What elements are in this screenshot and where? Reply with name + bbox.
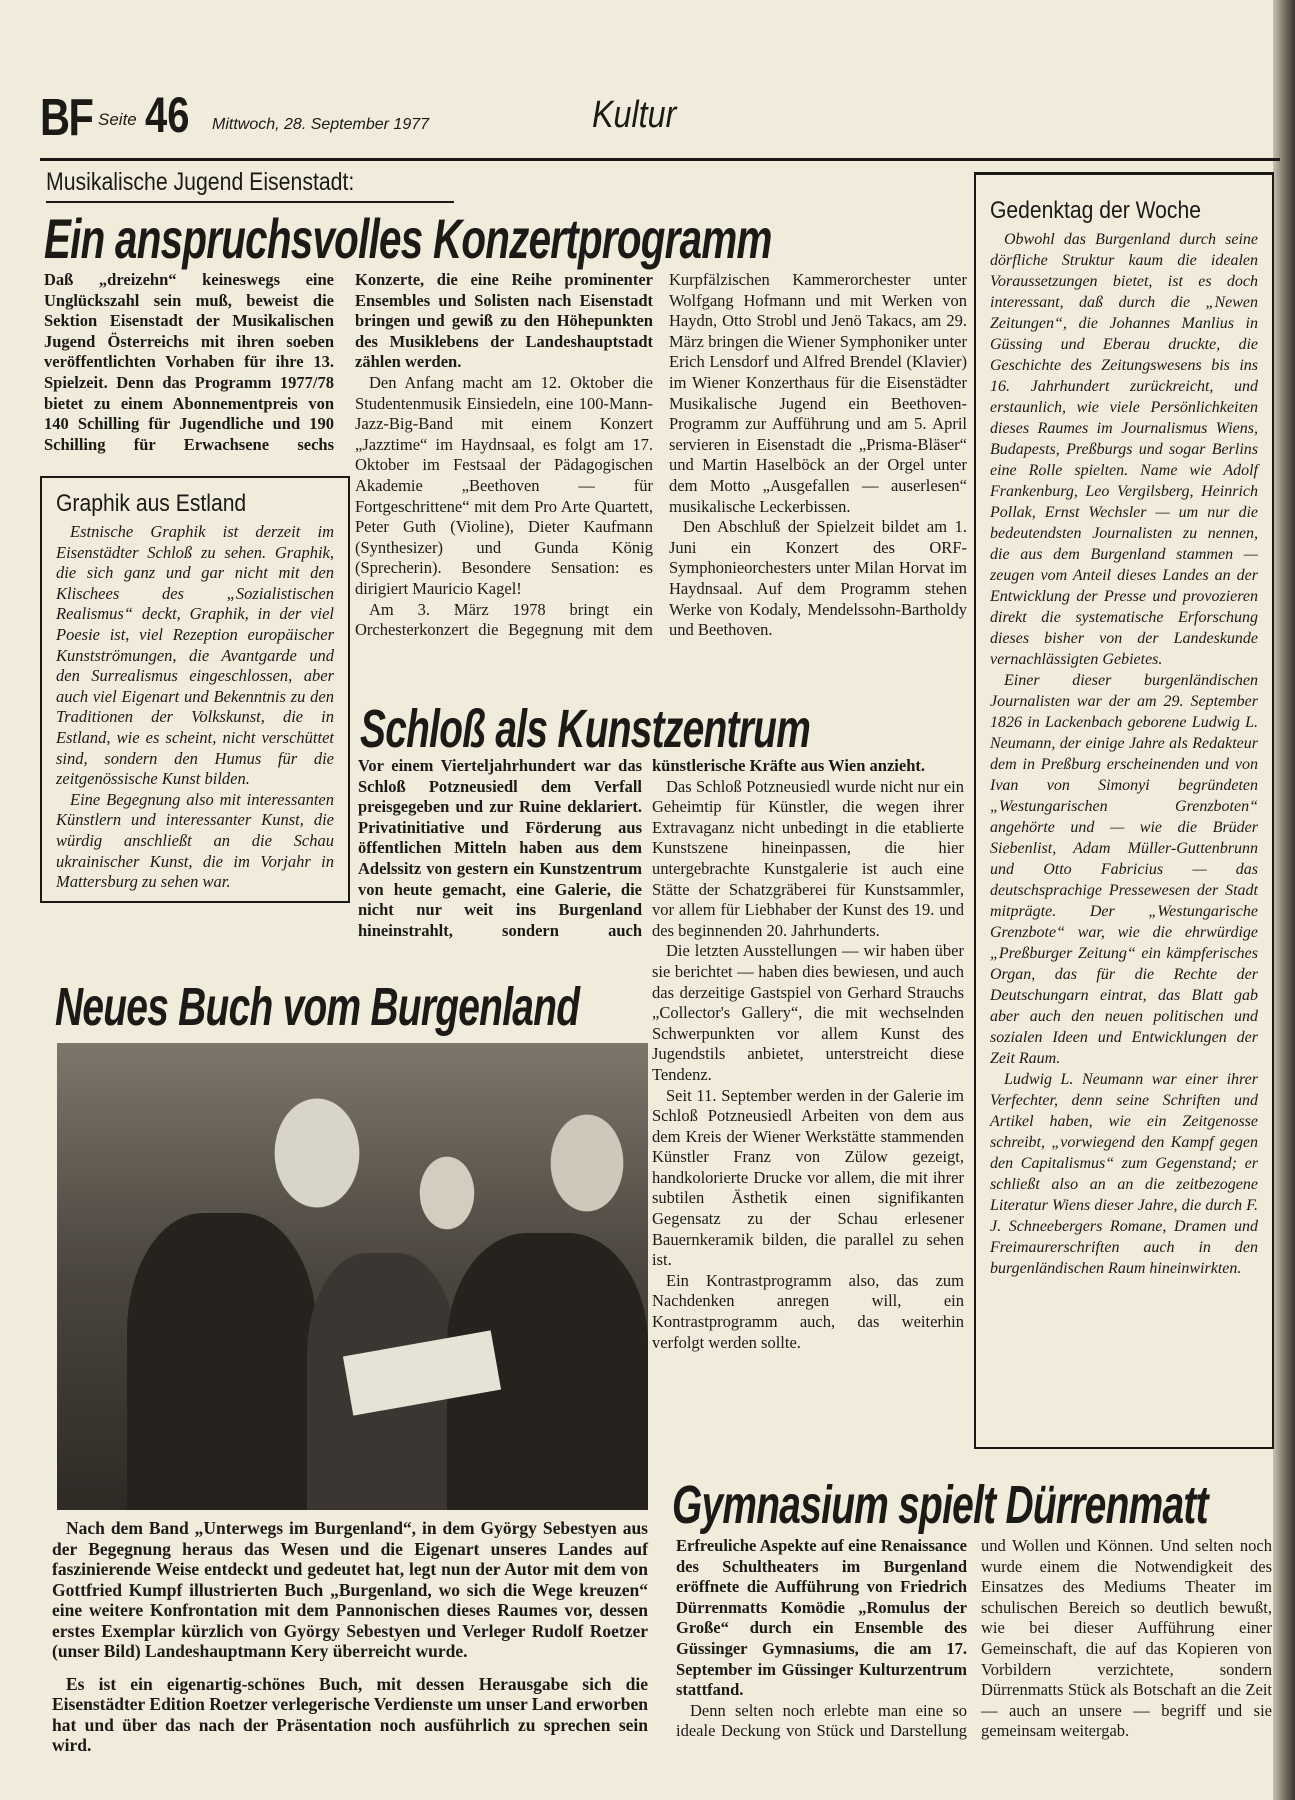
lead-paragraph-continuation: künstlerische Kräfte aus Wien anzieht. (652, 756, 926, 775)
newspaper-logo: BF (40, 89, 93, 147)
header-rule (40, 158, 1280, 161)
lead-paragraph: Vor einem Vierteljahrhundert war das Schloß Potzneusiedl dem Verfall preisgegeben und zur Ruine deklariert. Privatinitiative und Förderung aus öffentlichen Mitteln haben aus dem Adelssitz von gestern ein Kunstzentrum von heute gemacht, eine Galerie, die nicht nur weit ins Burgenland hineinstrahlt, sondern auch (358, 756, 642, 940)
headline-schloss: Schloß als Kunstzentrum (360, 699, 811, 759)
box-paragraph: Einer dieser burgenländischen Journalisten war der am 29. September 1826 in Lackenbach geborene Ludwig L. Neumann, der einige Jahre als Redakteur dem in Preßburg erscheinenden und von Ivan von Simonyi begründeten „Westungarischen Grenzboten“ angehörte und — wie die Brüder Siebenlist, Adam Müller-Guttenbrunn und Otto Fabricius — das deutschsprachige Pressewesen der Stadt mitprägte. Der „Westungarische Grenzbote“ war, wie die ehrwürdige „Preßburger Zeitung“ ein kämpferisches Organ, das für die Rechte der Deutschungarn eintrat, das Blatt gab aber auch den neuen politischen und sozialen Ideen und Entwicklungen der Zeit Raum. (990, 672, 1258, 1067)
body-paragraph: Seit 11. September werden in der Galerie im Schloß Potzneusiedl Arbeiten von dem aus dem Kreis der Wiener Werkstätte stammenden Künstler Franz von Zülow gezeigt, handkolorierte Drucke vor allem, die mit ihrer subtilen Ästhetik einen signifikanten Gegensatz zu der Schau erlesener Bauernkeramik bilden, die parallel zu sehen ist. (652, 1085, 964, 1270)
headline-konzert: Ein anspruchsvolles Konzertprogramm (44, 207, 772, 270)
issue-date: Mittwoch, 28. September 1977 (212, 116, 430, 133)
body-paragraph: Es ist ein eigenartig-schönes Buch, mit dessen Herausgabe sich die Eisenstädter Edition Roetzer verlegerische Verdienste um unser Land erworben hat und über das nach der Präsentation noch ausführlich zu sprechen sein wird. (52, 1673, 648, 1755)
article-buch-body (52, 1518, 648, 1756)
body-paragraph: Den Anfang macht am 12. Oktober die Studentenmusik Einsiedeln, eine 100-Mann-Jazz-Big-Band mit einem Konzert „Jazztime“ im Haydnsaal, es folgt am 17. Oktober im Festsaal der Pädagogischen Akademie „Beethoven — für Fortgeschrittene“ mit dem Pro Arte Quartett, Peter Guth (Violine), Dieter Kaufmann (Synthesizer) und Gunda König (Sprecherin). Besondere Sensation: es dirigiert Mauricio Kagel! (355, 372, 653, 598)
box-title: Gedenktag der Woche (990, 197, 1201, 224)
body-paragraph: Denn selten noch erlebte man eine so ideale Deckung von Stück und Darstellung und Wollen und Können. Und selten noch wurde einem die Notwendigkeit des Einsatzes des Mediums Theater im schulischen Bereich so deutlich bewußt, wie bei dieser Aufführung einer Gemeinschaft, die auf das Kopieren von Vorbildern verzichtete, sondern Dürrenmatts Stück als Botschaft an die Zeit — auch an unsere — begriff und sie gemeinsam weitergab. (676, 1536, 1272, 1741)
page-number: 46 (145, 87, 190, 143)
headline-gymnasium: Gymnasium spielt Dürrenmatt (672, 1475, 1208, 1535)
body-paragraph: Die letzten Ausstellungen — wir haben über sie berichtet — haben dies bewiesen, und auch das derzeitige Gastspiel von Gerhard Strauchs „Collector's Gallery“, die mit wechselnden Schwerpunkten vor allem Kunst des Jugendstils anbietet, unterstreicht diese Tendenz. (652, 941, 964, 1084)
article-schloss-body (652, 756, 964, 1353)
lead-paragraph: Daß „dreizehn“ keineswegs eine Unglückszahl sein muß, beweist die Sektion Eisenstadt der Musikalischen Jugend Österreichs mit ihren soeben veröffentlichten Vorhaben für ihre 13. Spielzeit. Denn das Programm 1977/78 bietet zu einem Abonnementpreis von 140 Schilling für Jugendliche und 190 Schilling für Erwachsene sechs (44, 270, 334, 454)
body-paragraph: Den Abschluß der Spielzeit bildet am 1. Juni ein Konzert des ORF-Symphonieorchesters unter Milan Horvat im Haydnsaal. Auf dem Programm stehen Werke von Kodaly, Mendelssohn-Bartholdy und Beethoven. (669, 517, 967, 640)
lead-paragraph: Erfreuliche Aspekte auf eine Renaissance des Schultheaters im Burgenland eröffnete die Aufführung von Friedrich Dürrenmatts Komödie „Romulus der Große“ durch ein Ensemble des Güssinger Gymnasiums, die am 17. September im Güssinger Kulturzentrum stattfand. (676, 1536, 967, 1700)
body-paragraph: Ein Kontrastprogramm also, das zum Nachdenken anregen will, ein Kontrastprogramm auch, das weiterhin verfolgt werden sollte. (652, 1270, 964, 1352)
headline-buch: Neues Buch vom Burgenland (55, 977, 580, 1037)
page-edge-shadow (1273, 0, 1295, 1800)
body-paragraph: Nach dem Band „Unterwegs im Burgenland“, in dem György Sebestyen aus der Begegnung heraus das Wesen und die Eigenart unseres Landes auf faszinierende Weise entdeckt und gedeutet hat, legt nun der Autor mit dem von Gottfried Kumpf illustrierten Buch „Burgenland, wo sich die Wege kreuzen“ eine weitere Konfrontation mit dem Pannonischen dieses Raumes vor, dessen erstes Exemplar kürzlich von György Sebestyen und Verleger Rudolf Roetzer (unser Bild) Landeshauptmann Kery überreicht wurde. (52, 1518, 648, 1661)
box-graphik-estland (40, 476, 350, 903)
box-paragraph: Estnische Graphik ist derzeit im Eisenstädter Schloß zu sehen. Graphik, die sich ganz und gar nicht mit den Klischees des „Sozialistischen Realismus“ deckt, Graphik, in der viel Poesie ist, viel Rezeption europäischer Kunstströmungen, die Avantgarde und den Surrealismus eingeschlossen, aber auch viel Eigenart und Bekenntnis zu den Traditionen der Volkskunst, die in Estland, wie es scheint, nicht verschüttet sind, sondern den Humus für die zeitgenössische Kunst bilden. (56, 522, 334, 789)
box-gedenktag (974, 172, 1274, 1449)
lead-paragraph-continuation: Konzerte, die eine Reihe prominenter Ensembles und Solisten nach Eisenstadt bringen und gewiß zu den Höhepunkten des Musiklebens der Landeshauptstadt zählen werden. (355, 270, 653, 372)
section-title: Kultur (592, 94, 677, 136)
page-label: Seite (98, 110, 137, 129)
article-konzert-body (355, 270, 967, 641)
article-konzert-lead-col (44, 270, 334, 455)
press-photo (57, 1043, 648, 1510)
body-paragraph: Am 3. März 1978 bringt ein Orchesterkonzert die Begegnung mit dem Kurpfälzischen Kammerorchester unter Wolfgang Hofmann und mit Werken von Haydn, Otto Strobl und Jenö Takacs, am 29. März bringen die Wiener Symphoniker unter Erich Lensdorf und Alfred Brendel (Klavier) im Wiener Konzerthaus für die Eisenstädter Musikalische Jugend ein Beethoven-Programm zur Aufführung und am 5. April servieren in Eisenstadt die „Prisma-Bläser“ und Martin Haselböck an der Orgel unter dem Motto „Ausgefallen — auserlesen“ musikalische Leckerbissen. (355, 270, 967, 640)
article-schloss-lead (358, 756, 642, 941)
box-paragraph: Ludwig L. Neumann war einer ihrer Verfechter, denn seine Schriften und Artikel haben, wie ein Zeitgenosse schreibt, „vorwiegend den Kampf gegen den Capitalismus“ zum Gegenstand; er schließt also an an die zeitbezogene Literatur Wiens dieser Jahre, die durch F. J. Schneebergers Romane, Dramen und Freimaurerschriften auch in den burgenländischen Raum hineinwirkten. (990, 1071, 1258, 1277)
body-paragraph: Das Schloß Potzneusiedl wurde nicht nur ein Geheimtip für Künstler, die wegen ihrer Extravaganz nicht unbedingt in die etablierte Kunstszene hineinpassen, die hier untergebrachte Kunstgalerie ist auch eine Stätte der Schatzgräberei für Kunstsammler, vor allem für Liebhaber der Kunst des 19. und des beginnenden 20. Jahrhunderts. (652, 776, 964, 940)
box-paragraph: Eine Begegnung also mit interessanten Künstlern und interessanter Kunst, die würdig anschließt an die Schau ukrainischer Kunst, die im Vorjahr in Mattersburg zu sehen war. (56, 789, 334, 892)
article-gymnasium-body (676, 1536, 1272, 1742)
article-kicker: Musikalische Jugend Eisenstadt: (46, 168, 454, 203)
box-title: Graphik aus Estland (56, 490, 247, 517)
box-paragraph: Obwohl das Burgenland durch seine dörfliche Struktur kaum die idealen Voraussetzungen bietet, ist es doch interessant, daß durch die „Newen Zeitungen“, die Johannes Manlius in Güssing und Eberau druckte, die Geschichte des Zeitungswesens bis ins 16. Jahrhundert zurückreicht, und erstaunlich, wie viele Persönlichkeiten dieses Raumes im Journalismus Wiens, Budapests, Preßburgs und sogar Berlins eine Rolle spielten. Name wie Adolf Frankenburg, Leo Vergilsberg, Heinrich Pollak, Ernst Wechsler — um nur die bedeutendsten Journalisten zu nennen, die aus dem Burgenland stammen — zeugen vom Anteil dieses Landes an der Entwicklung der Presse und provozieren direkt die systematische Erforschung dieses bisher von der Landeskunde vernachlässigten Gebietes. (990, 231, 1258, 668)
